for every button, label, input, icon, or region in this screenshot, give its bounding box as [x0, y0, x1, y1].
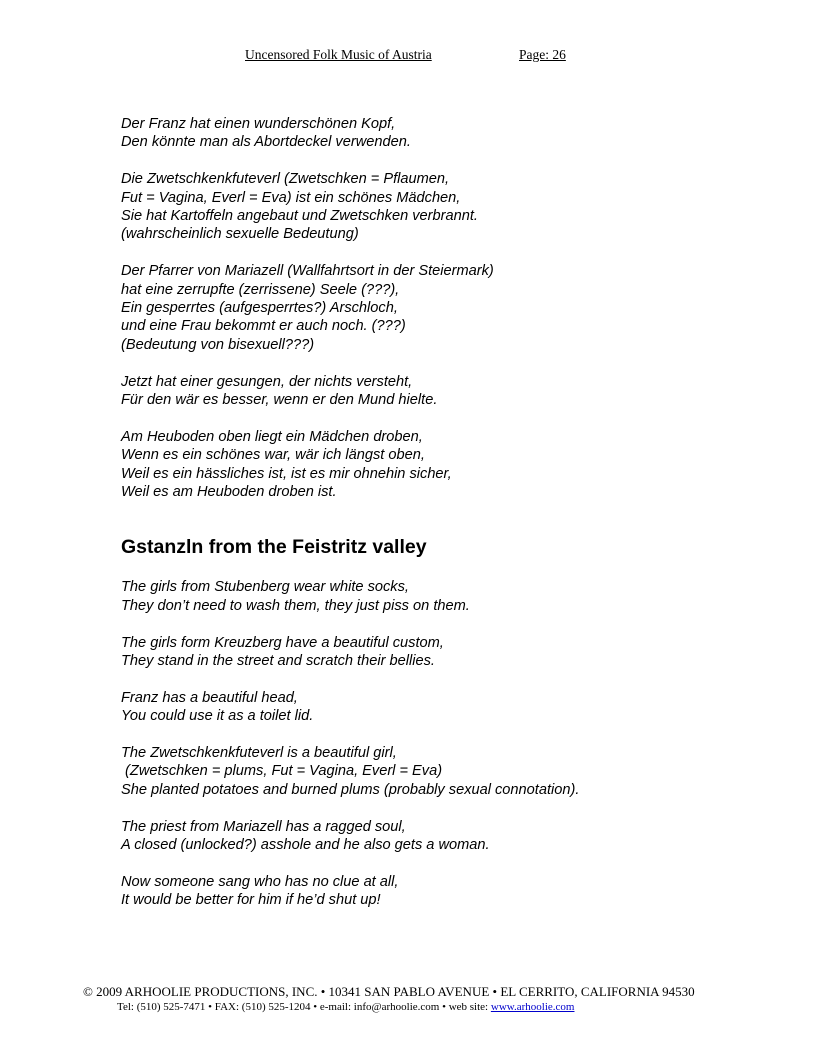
lyric-line: Weil es am Heuboden droben ist. [121, 484, 337, 501]
lyric-line: (Zwetschken = plums, Fut = Vagina, Everl = Eva) [121, 763, 443, 780]
lyric-line: The priest from Mariazell has a ragged soul, [121, 818, 406, 835]
section-heading: Gstanzln from the Feistritz valley [121, 536, 427, 559]
english-lyrics [121, 578, 761, 909]
contact-line [117, 1001, 574, 1013]
copyright-line: © 2009 ARHOOLIE PRODUCTIONS, INC. • 10341 SAN PABLO AVENUE • EL CERRITO, CALIFORNIA 94530 [83, 984, 695, 999]
stanza [121, 373, 761, 410]
document-title: Uncensored Folk Music of Austria [245, 47, 432, 62]
stanza [121, 115, 761, 152]
lyric-line: Franz has a beautiful head, [121, 689, 298, 706]
lyric-line: Die Zwetschkenkfuteverl (Zwetschken = Pflaumen, [121, 171, 450, 188]
lyric-line: Fut = Vagina, Everl = Eva) ist ein schönes Mädchen, [121, 189, 461, 206]
german-lyrics [121, 115, 761, 501]
lyric-line: Weil es ein hässliches ist, ist es mir ohnehin sicher, [121, 465, 452, 482]
stanza [121, 744, 761, 799]
lyric-line: Now someone sang who has no clue at all, [121, 873, 399, 890]
lyric-line: Ein gesperrtes (aufgesperrtes?) Arschloch, [121, 300, 398, 317]
lyric-line: The Zwetschkenkfuteverl is a beautiful girl, [121, 745, 397, 762]
stanza [121, 873, 761, 910]
document-body [121, 115, 761, 928]
lyric-line: und eine Frau bekommt er auch noch. (???) [121, 318, 406, 335]
contact-text: Tel: (510) 525-7471 • FAX: (510) 525-1204 • e-mail: info@arhoolie.com • web site: [117, 1001, 491, 1013]
lyric-line: Sie hat Kartoffeln angebaut und Zwetschken verbrannt. [121, 208, 478, 225]
lyric-line: A closed (unlocked?) asshole and he also gets a woman. [121, 837, 490, 854]
lyric-line: Jetzt hat einer gesungen, der nichts versteht, [121, 373, 413, 390]
lyric-line: Wenn es ein schönes war, wär ich längst oben, [121, 447, 425, 464]
lyric-line: They don’t need to wash them, they just piss on them. [121, 597, 470, 614]
lyric-line: (wahrscheinlich sexuelle Bedeutung) [121, 226, 359, 243]
website-link[interactable]: www.arhoolie.com [490, 1001, 575, 1013]
lyric-line: (Bedeutung von bisexuell???) [121, 336, 315, 353]
lyric-line: Der Pfarrer von Mariazell (Wallfahrtsort in der Steiermark) [121, 263, 494, 280]
lyric-line: The girls from Stubenberg wear white socks, [121, 579, 409, 596]
stanza [121, 428, 761, 502]
lyric-line: Den könnte man als Abortdeckel verwenden. [121, 134, 411, 151]
lyric-line: hat eine zerrupfte (zerrissene) Seele (???), [121, 281, 400, 298]
stanza [121, 689, 761, 726]
lyric-line: You could use it as a toilet lid. [121, 708, 314, 725]
stanza [121, 818, 761, 855]
stanza [121, 262, 761, 354]
stanza [121, 578, 761, 615]
lyric-line: Der Franz hat einen wunderschönen Kopf, [121, 116, 396, 132]
lyric-line: They stand in the street and scratch their bellies. [121, 653, 435, 670]
stanza [121, 170, 761, 244]
lyric-line: Für den wär es besser, wenn er den Mund hielte. [121, 392, 438, 409]
stanza [121, 634, 761, 671]
lyric-line: The girls form Kreuzberg have a beautiful custom, [121, 634, 444, 651]
lyric-line: Am Heuboden oben liegt ein Mädchen droben, [121, 428, 423, 445]
lyric-line: She planted potatoes and burned plums (probably sexual connotation). [121, 781, 580, 798]
page-number: Page: 26 [519, 47, 566, 62]
page-header [0, 47, 816, 67]
lyric-line: It would be better for him if he’d shut up! [121, 892, 381, 909]
